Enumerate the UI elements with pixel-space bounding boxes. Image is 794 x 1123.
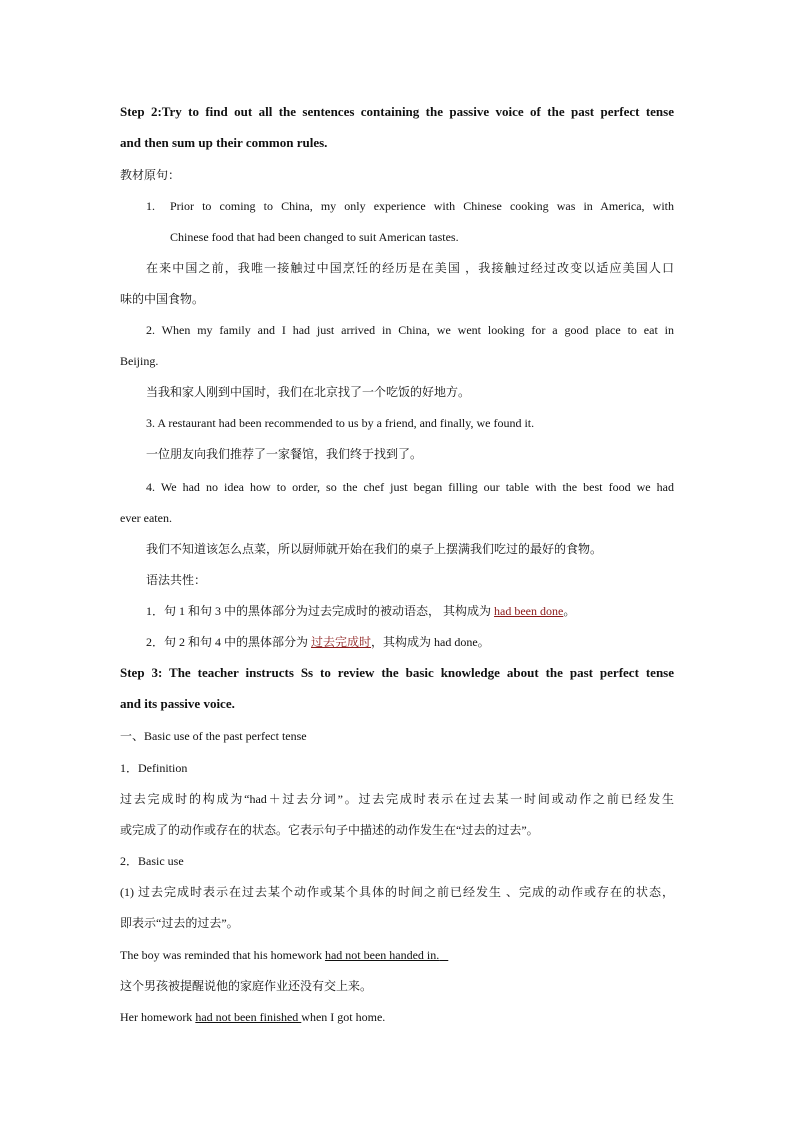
sentence2-line2: Beijing. [120, 354, 159, 368]
sentence1-line2: Chinese food that had been changed to suit American tastes. [170, 230, 459, 244]
sentence1-line1: Prior to coming to China, my only experience with Chinese cooking was in America, with [170, 199, 674, 213]
basic-use-1-line2: 即表示“过去的过去”。 [120, 916, 239, 930]
grammar-rule-2 [146, 634, 490, 650]
example-2 [120, 1009, 385, 1025]
textbook-label: 教材原句： [120, 168, 181, 182]
step3-heading-line1: Step 3: The teacher instructs Ss to review the basic knowledge about the past perfect tense [120, 665, 674, 680]
grammar-rule-1-text: 1．句 1 和句 3 中的黑体部分为过去完成时的被动语态， 其构成为 [146, 604, 495, 618]
definition-text-line2: 或完成了的动作或存在的状态。它表示句子中描述的动作发生在“过去的过去”。 [120, 823, 539, 837]
grammar-rule-1-end: 。 [563, 604, 576, 618]
example-1 [120, 947, 448, 963]
definition-text-line1: 过去完成时的构成为“had＋过去分词”。过去完成时表示在过去某一时间或动作之前已经发生 [120, 792, 674, 806]
example-1-text: The boy was reminded that his homework [120, 948, 325, 962]
step2-heading-line1: Step 2:Try to find out all the sentences containing the passive voice of the past perfect tense [120, 104, 674, 119]
example-2-underlined: had not been finished [195, 1010, 302, 1024]
basic-use-heading: 2．Basic use [120, 854, 184, 868]
step2-heading-line2: and then sum up their common rules. [120, 135, 328, 150]
sentence1-translation-line2: 味的中国食物。 [120, 292, 205, 306]
step3-heading-line2: and its passive voice. [120, 696, 235, 711]
sentence2-translation: 当我和家人刚到中国时，我们在北京找了一个吃饭的好地方。 [146, 385, 471, 399]
grammar-rule-2-text: 2．句 2 和句 4 中的黑体部分为 [146, 635, 312, 649]
grammar-rule-2-end: ，其构成为 had done。 [371, 635, 490, 649]
example-2-end: when I got home. [301, 1010, 386, 1024]
grammar-rule-2-highlight: 过去完成时 [311, 635, 372, 649]
basic-use-1-line1: (1) 过去完成时表示在过去某个动作或某个具体的时间之前已经发生 、完成的动作或存在的状态， [120, 885, 674, 899]
sentence4-line1: 4. We had no idea how to order, so the chef just began filling our table with the best food we had [146, 480, 674, 494]
sentence1-translation-line1: 在来中国之前，我唯一接触过中国烹饪的经历是在美国 ，我接触过经过改变以适应美国人口 [146, 261, 674, 275]
grammar-label: 语法共性： [146, 573, 207, 587]
sentence4-line2: ever eaten. [120, 511, 172, 525]
grammar-rule-1-highlight: had been done [494, 604, 564, 618]
definition-heading: 1．Definition [120, 761, 188, 775]
sentence1-number: 1. [146, 199, 155, 213]
example-1-underlined: had not been handed in. [324, 948, 440, 962]
section1-title: 一、Basic use of the past perfect tense [120, 729, 307, 743]
sentence3-translation: 一位朋友向我们推荐了一家餐馆，我们终于找到了。 [146, 447, 423, 461]
sentence4-translation: 我们不知道该怎么点菜，所以厨师就开始在我们的桌子上摆满我们吃过的最好的食物。 [146, 542, 603, 556]
sentence2-line1: 2. When my family and I had just arrived in China, we went looking for a good place to eat in [146, 323, 674, 337]
example-2-text: Her homework [120, 1010, 196, 1024]
grammar-rule-1 [146, 603, 575, 619]
example-1-blank [439, 948, 448, 962]
example-1-translation: 这个男孩被提醒说他的家庭作业还没有交上来。 [120, 979, 373, 993]
sentence3-line1: 3. A restaurant had been recommended to us by a friend, and finally, we found it. [146, 416, 535, 430]
